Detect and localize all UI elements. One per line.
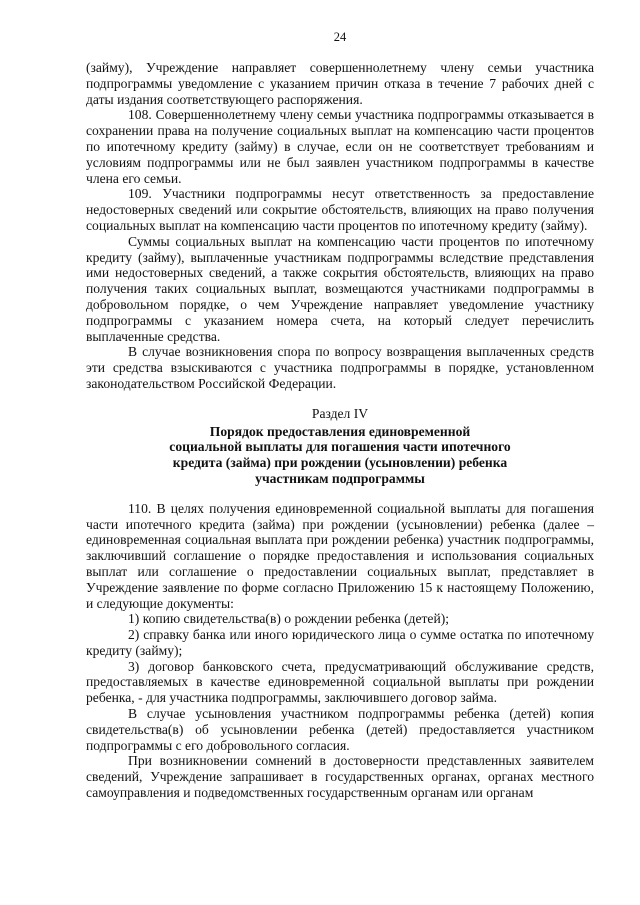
- paragraph-109: 109. Участники подпрограммы несут ответственность за предоставление недостоверных сведений или сокрытие обстоятельств, влияющих на право получения социальных выплат на компенсацию части процентов по ипотечному кредиту (займу).: [86, 186, 594, 233]
- paragraph: При возникновении сомнений в достоверности представленных заявителем сведений, Учреждение запрашивает в государственных органах, органах местного самоуправления и подведомственных государственным органам или органам: [86, 753, 594, 801]
- list-item: 1) копию свидетельства(в) о рождении ребенка (детей);: [128, 611, 450, 627]
- section-title: [86, 424, 594, 487]
- page-number: 24: [333, 30, 347, 44]
- paragraph: В случае усыновления участником подпрограммы ребенка (детей) копия свидетельства(в) об усыновлении ребенка (детей) предоставляется участником подпрограммы с его добровольного согласия.: [86, 706, 594, 753]
- paragraph-108: 108. Совершеннолетнему члену семьи участника подпрограммы отказывается в сохранении права на получение социальных выплат на компенсацию части процентов по ипотечному кредиту (займу) в случае, если он не соответствует требованиям и условиям подпрограммы или не был заявлен участником подпрограммы в качестве члена его семьи.: [86, 107, 594, 186]
- section-number: Раздел IV: [311, 405, 369, 421]
- paragraph-110: 110. В целях получения единовременной социальной выплаты для погашения части ипотечного кредита (займа) при рождении (усыновлении) ребенка (далее – единовременная социальная выплата при рождении ребенка) участник подпрограммы, заключивший соглашение о порядке предоставления и использования социальных выплат или соглашение о предоставлении социальных выплат, представляет в Учреждение заявление по форме согласно Приложению 15 к настоящему Положению, и следующие документы:: [86, 500, 594, 611]
- paragraph: Суммы социальных выплат на компенсацию части процентов по ипотечному кредиту (займу), выплаченные участникам подпрограммы вследствие представления ими недостоверных сведений, а также сокрытия обстоятельств, влияющих на право получения таких социальных выплат, возмещаются участниками подпрограммы в добровольном порядке, о чем Учреждение направляет уведомление участнику подпрограммы с указанием номера счета, на который следует перечислить выплаченные средства.: [86, 233, 594, 344]
- section-title-line: кредита (займа) при рождении (усыновлении) ребенка: [172, 455, 508, 471]
- section-title-line: участникам подпрограммы: [255, 470, 425, 486]
- paragraph: (займу), Учреждение направляет совершеннолетнему члену семьи участника подпрограммы уведомление с указанием причин отказа в течение 7 рабочих дней с даты издания соответствующего распоряжения.: [86, 60, 594, 107]
- document-body: [86, 60, 594, 801]
- paragraph: В случае возникновения спора по вопросу возвращения выплаченных средств эти средства взыскиваются с участника подпрограммы в порядке, установленном законодательством Российской Федерации.: [86, 344, 594, 391]
- section-title-line: Порядок предоставления единовременной: [209, 423, 471, 439]
- section-title-line: социальной выплаты для погашения части ипотечного: [169, 439, 511, 455]
- list-item: 3) договор банковского счета, предусматривающий обслуживание средств, предоставляемых в качестве единовременной социальной выплаты при рождении ребенка, - для участника подпрограммы, заключившего договор займа.: [86, 658, 594, 706]
- list-item: 2) справку банка или иного юридического лица о сумме остатка по ипотечному кредиту (займу);: [86, 627, 594, 658]
